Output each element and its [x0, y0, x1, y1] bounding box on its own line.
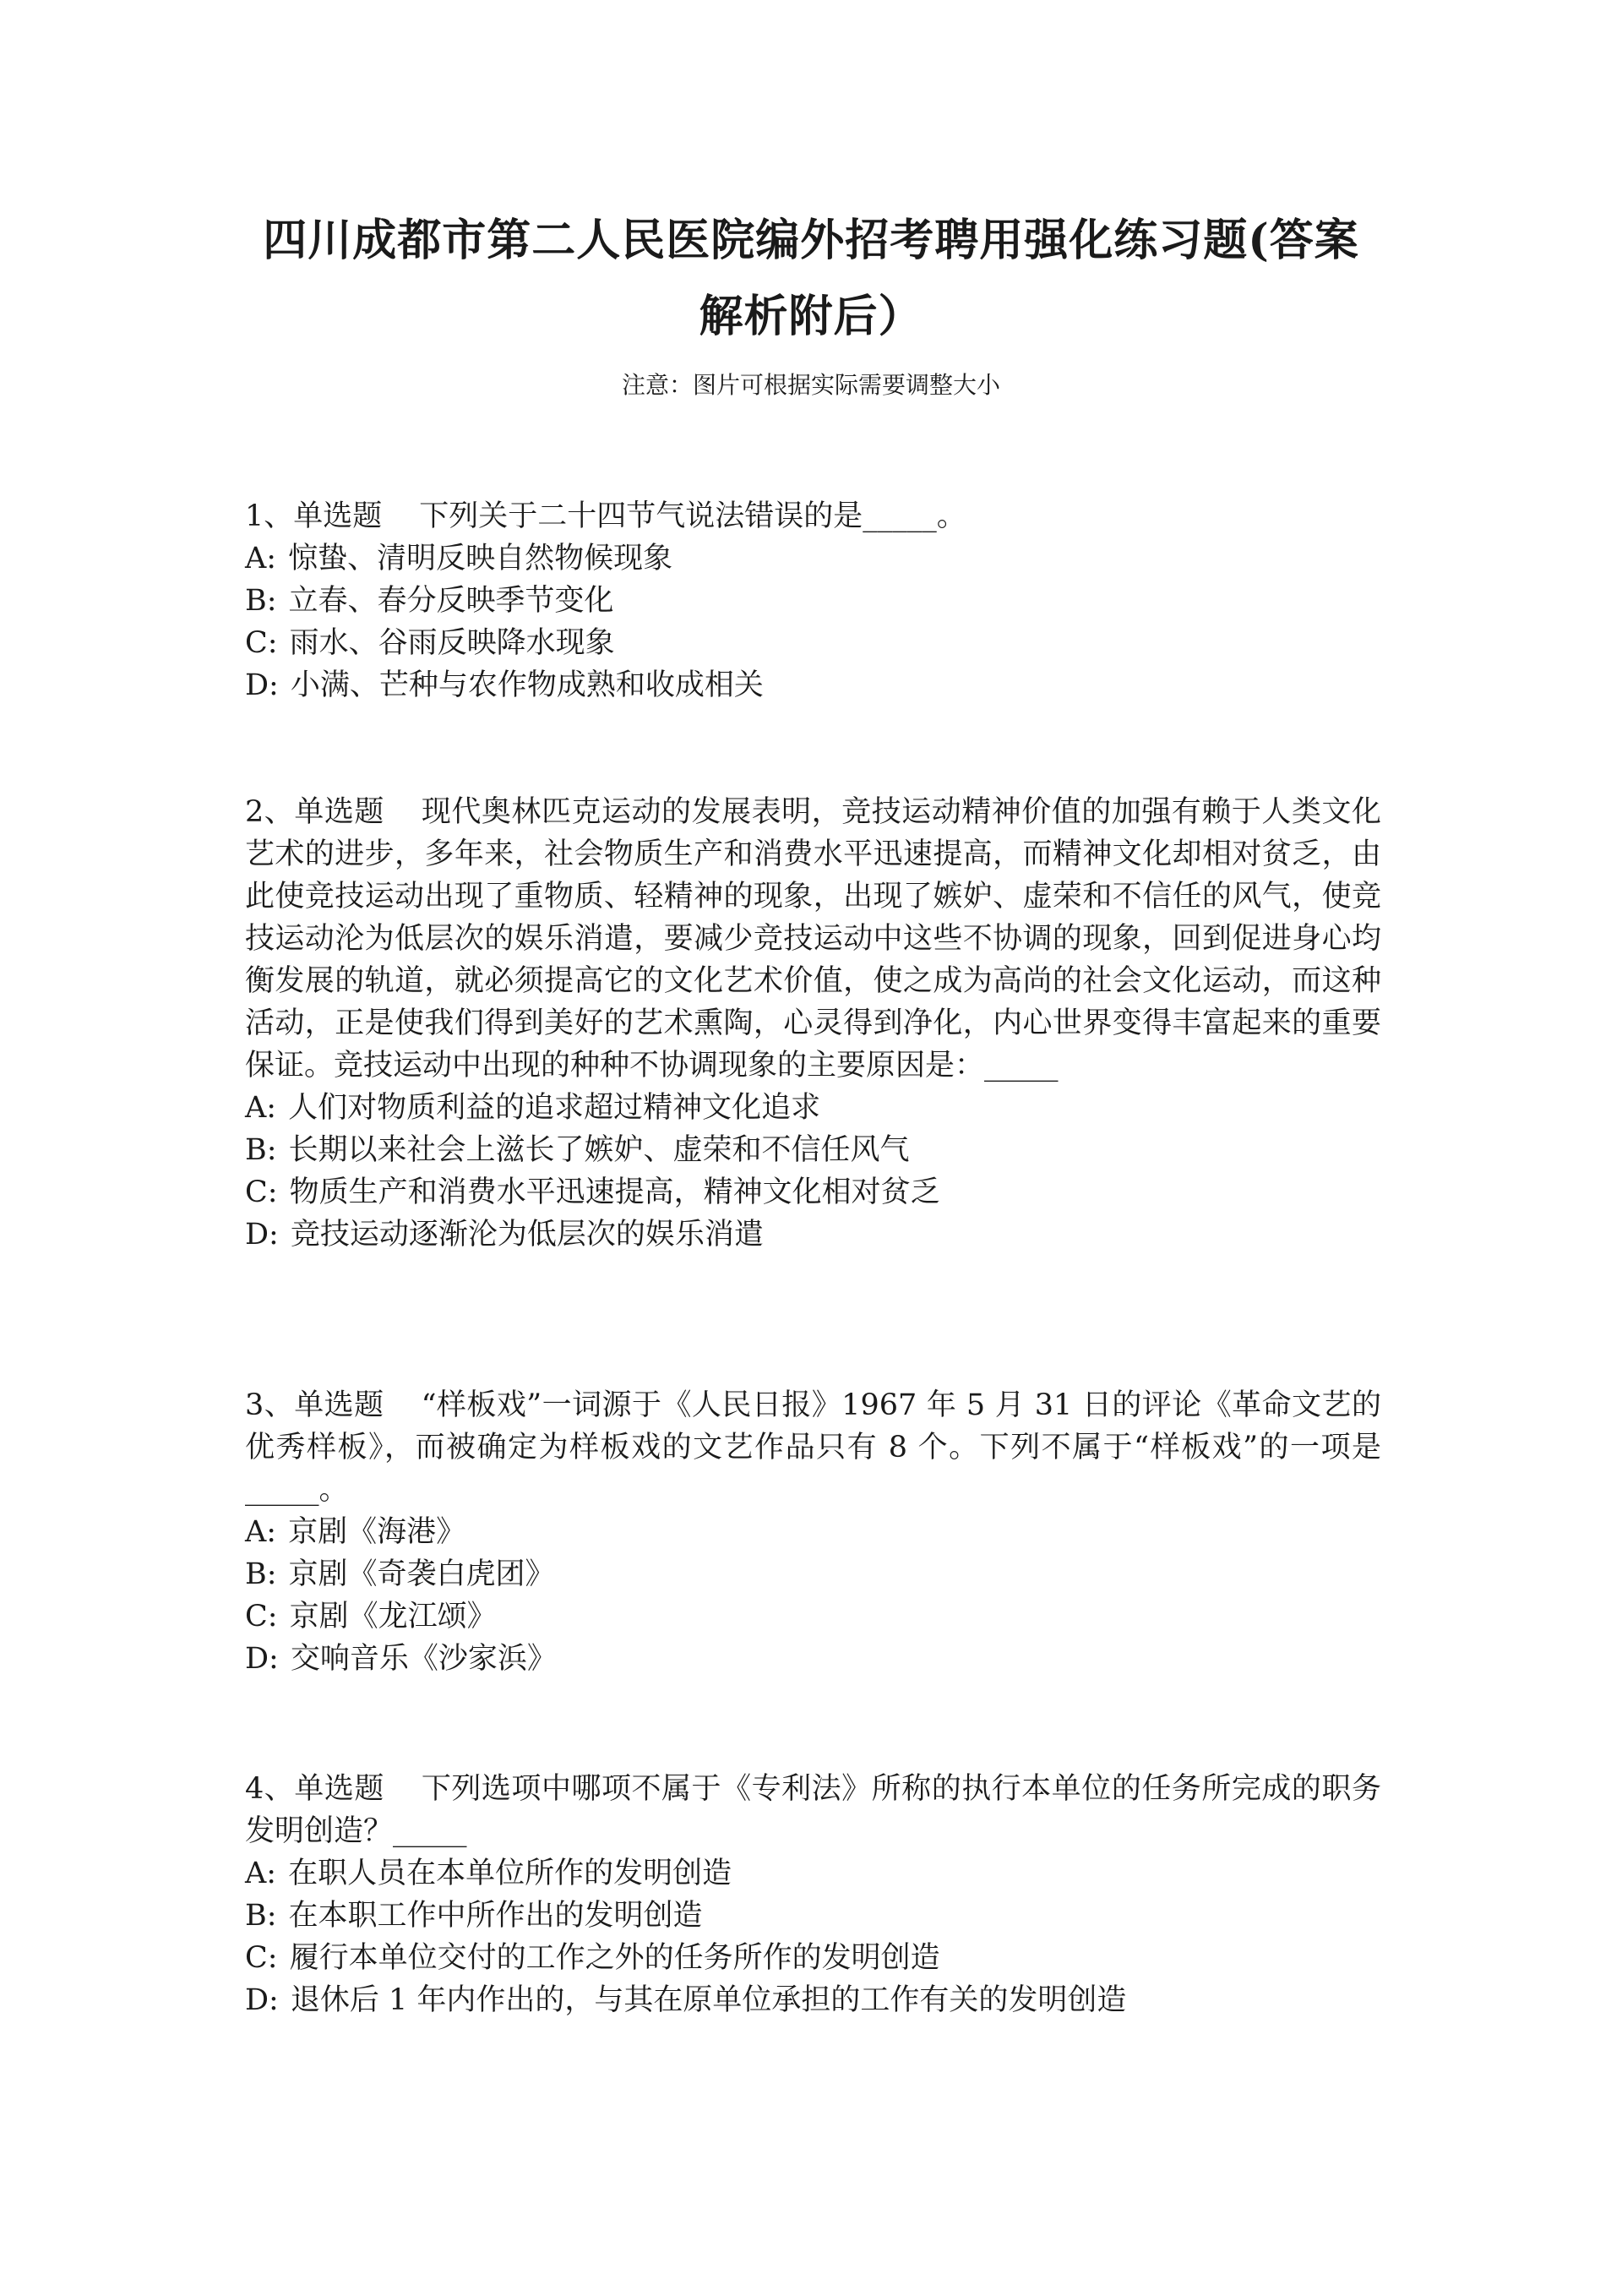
option-key: B:	[245, 584, 277, 618]
question-2	[245, 791, 1381, 1256]
option-text: 物质生产和消费水平迅速提高，精神文化相对贫乏	[289, 1175, 940, 1209]
option-text: 在本职工作中所作出的发明创造	[288, 1899, 703, 1933]
option-key: C:	[245, 1941, 278, 1975]
option-key: D:	[245, 668, 279, 702]
question-3	[245, 1384, 1381, 1680]
question-stem	[245, 1384, 1381, 1511]
option-text: 小满、芒种与农作物成熟和收成相关	[290, 668, 764, 702]
option-list	[245, 537, 1381, 706]
option-d	[245, 1979, 1381, 2021]
question-stem	[245, 791, 1381, 1087]
question-stem	[245, 1768, 1381, 1852]
document-title: 四川成都市第二人民医院编外招考聘用强化练习题(答案解析附后）	[263, 215, 1359, 342]
option-c	[245, 622, 1381, 664]
option-text: 雨水、谷雨反映降水现象	[289, 626, 615, 660]
option-key: C:	[245, 1600, 278, 1633]
option-key: D:	[245, 1642, 279, 1676]
question-type: 单选题	[294, 1772, 384, 1806]
option-c	[245, 1171, 1381, 1213]
question-number: 1、	[245, 499, 294, 533]
option-b	[245, 1895, 1381, 1937]
option-d	[245, 1213, 1381, 1256]
question-type: 单选题	[294, 795, 384, 829]
option-text: 京剧《海港》	[288, 1515, 466, 1549]
option-c	[245, 1595, 1381, 1638]
option-d	[245, 664, 1381, 706]
document-note: 注意：图片可根据实际需要调整大小	[621, 371, 1000, 399]
option-key: A:	[245, 1091, 277, 1125]
question-text: “样板戏”一词源于《人民日报》1967 年 5 月 31 日的评论《革命文艺的优秀样板》，而被确定为样板戏的文艺作品只有 8 个。下列不属于“样板戏”的一项是_____。	[245, 1388, 1381, 1507]
option-key: A:	[245, 1515, 277, 1549]
option-text: 退休后 1 年内作出的，与其在原单位承担的工作有关的发明创造	[290, 1983, 1127, 2017]
option-key: D:	[245, 1983, 279, 2017]
option-text: 惊蛰、清明反映自然物候现象	[288, 542, 673, 575]
option-a	[245, 1087, 1381, 1129]
option-text: 长期以来社会上滋长了嫉妒、虚荣和不信任风气	[288, 1133, 910, 1167]
question-number: 3、	[245, 1388, 295, 1422]
option-key: C:	[245, 626, 278, 660]
option-text: 履行本单位交付的工作之外的任务所作的发明创造	[289, 1941, 940, 1975]
option-b	[245, 1129, 1381, 1171]
option-list	[245, 1852, 1381, 2021]
option-text: 在职人员在本单位所作的发明创造	[288, 1857, 732, 1890]
question-4	[245, 1768, 1381, 2021]
option-a	[245, 1511, 1381, 1553]
option-b	[245, 580, 1381, 622]
question-stem	[245, 495, 1381, 537]
option-a	[245, 537, 1381, 580]
option-key: B:	[245, 1899, 277, 1933]
question-type: 单选题	[293, 499, 383, 533]
option-list	[245, 1511, 1381, 1680]
option-key: C:	[245, 1175, 278, 1209]
option-key: A:	[245, 542, 277, 575]
option-text: 交响音乐《沙家浜》	[290, 1642, 557, 1676]
question-type: 单选题	[294, 1388, 384, 1422]
option-key: A:	[245, 1857, 277, 1890]
option-b	[245, 1553, 1381, 1595]
question-text: 下列关于二十四节气说法错误的是_____。	[419, 499, 966, 533]
question-number: 4、	[245, 1772, 295, 1806]
option-text: 京剧《龙江颂》	[289, 1600, 497, 1633]
option-text: 竞技运动逐渐沦为低层次的娱乐消遣	[290, 1218, 764, 1252]
option-d	[245, 1638, 1381, 1680]
option-text: 人们对物质利益的追求超过精神文化追求	[288, 1091, 821, 1125]
option-c	[245, 1937, 1381, 1979]
question-text: 现代奥林匹克运动的发展表明，竞技运动精神价值的加强有赖于人类文化艺术的进步，多年来，社会物质生产和消费水平迅速提高，而精神文化却相对贫乏，由此使竞技运动出现了重物质、轻精神的现象，出现了嫉妒、虚荣和不信任的风气，使竞技运动沦为低层次的娱乐消遣，要减少竞技运动中这些不协调的现象，回到促进身心均衡发展的轨道，就必须提高它的文化艺术价值，使之成为高尚的社会文化运动，而这种活动，正是使我们得到美好的艺术熏陶，心灵得到净化，内心世界变得丰富起来的重要保证。竞技运动中出现的种种不协调现象的主要原因是：_____	[245, 795, 1381, 1083]
option-text: 京剧《奇袭白虎团》	[288, 1557, 555, 1591]
option-key: D:	[245, 1218, 279, 1252]
question-1	[245, 495, 1381, 706]
option-key: B:	[245, 1133, 277, 1167]
option-key: B:	[245, 1557, 277, 1591]
option-text: 立春、春分反映季节变化	[288, 584, 614, 618]
question-number: 2、	[245, 795, 295, 829]
option-list	[245, 1087, 1381, 1256]
option-a	[245, 1852, 1381, 1895]
question-text: 下列选项中哪项不属于《专利法》所称的执行本单位的任务所完成的职务发明创造？_____	[245, 1772, 1381, 1848]
